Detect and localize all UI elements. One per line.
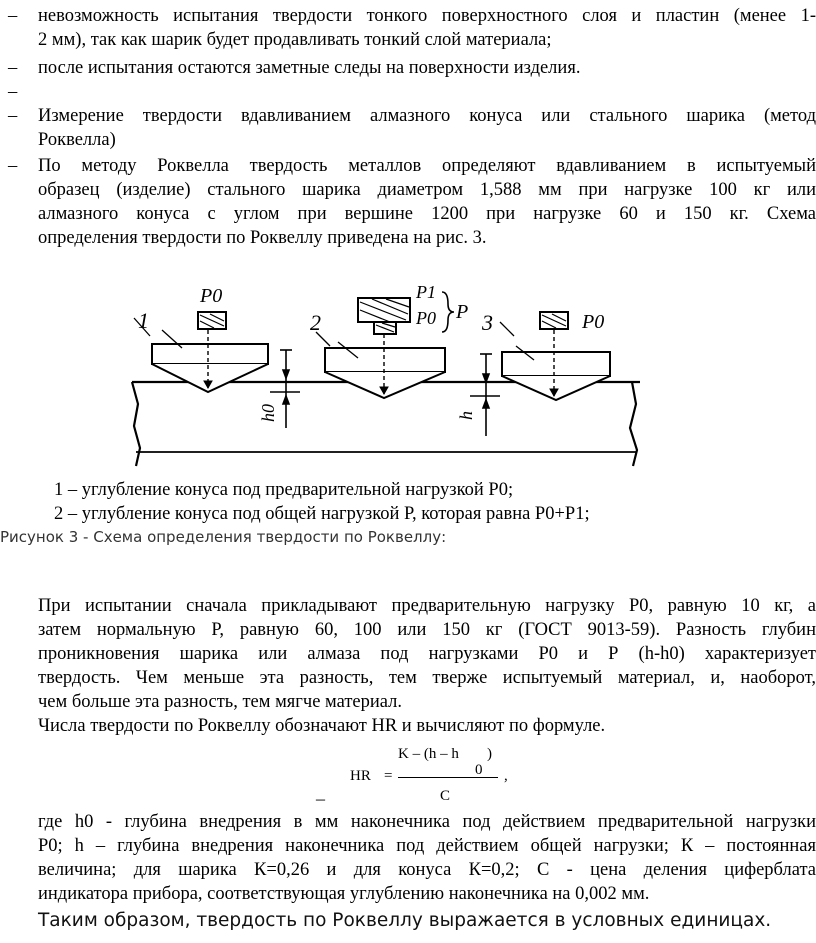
specimen-left-edge — [132, 382, 140, 466]
figure-caption: Рисунок 3 - Схема определения твердости по Роквеллу: — [0, 528, 447, 546]
formula-eq: = — [384, 768, 393, 784]
bullet-line: определения твердости по Роквеллу приведена на рис. 3. — [38, 228, 487, 248]
label-p0-2: P0 — [416, 308, 436, 328]
bullet-dash: – — [8, 82, 18, 102]
bullet-line: Измерение твердости вдавливанием алмазного конуса или стального шарика (метод — [38, 106, 816, 126]
figure-legend-2: 2 – углубление конуса под общей нагрузкой Р, которая равна Р0+Р1; — [54, 504, 590, 524]
label-p0-3: P0 — [582, 311, 605, 333]
formula-numerator-close: ) — [487, 746, 492, 762]
h-dimension — [470, 354, 500, 436]
paragraph-line: индикатора прибора, соответствующая углублению наконечника на 0,002 мм. — [38, 884, 650, 904]
label-p1: P1 — [416, 282, 436, 302]
formula-dash: _ — [316, 782, 325, 802]
fraction-bar — [398, 777, 498, 778]
bullet-dash: – — [8, 58, 18, 78]
paragraph-line: твердость. Чем меньше эта разность, тем тверже испытуемый материал, и, наоборот, — [38, 668, 816, 688]
formula-numerator: K – (h – h — [398, 746, 459, 762]
bullet-line: алмазного конуса с углом при вершине 1200 при нагрузке 60 и 150 кг. Схема — [38, 204, 816, 224]
label-2: 2 — [310, 310, 321, 335]
label-h0: h0 — [258, 404, 278, 422]
paragraph-line: где h0 - глубина внедрения в мм наконечника под действием предварительной нагрузки — [38, 812, 816, 832]
formula — [0, 740, 816, 806]
formula-subscript: 0 — [475, 762, 483, 778]
bullet-line: По методу Роквелла твердость металлов определяют вдавливанием в испытуемый — [38, 156, 816, 176]
paragraph-line: Р0; h – глубина внедрения наконечника под действием общей нагрузки; К – постоянная — [38, 836, 816, 856]
bullet-line: после испытания остаются заметные следы на поверхности изделия. — [38, 58, 581, 78]
rockwell-diagram — [120, 268, 660, 468]
bullet-dash: – — [8, 106, 18, 126]
final-sentence: Таким образом, твердость по Роквеллу выражается в условных единицах. — [38, 910, 772, 931]
label-p: P — [456, 301, 469, 323]
bullet-line: невозможность испытания твердости тонкого поверхностного слоя и пластин (менее 1- — [38, 6, 816, 26]
bullet-dash: – — [8, 6, 18, 26]
specimen-right-edge — [630, 382, 637, 466]
label-p0-1: P0 — [200, 285, 223, 307]
bullet-dash: – — [8, 156, 18, 176]
paragraph-line: затем нормальную Р, равную 60, 100 или 150 кг (ГОСТ 9013-59). Разность глубин — [38, 620, 816, 640]
formula-comma: , — [504, 768, 508, 784]
bullet-line: 2 мм), так как шарик будет продавливать тонкий слой материала; — [38, 30, 552, 50]
paragraph-line: проникновения шарика или алмаза под нагрузками Р0 и Р (h-h0) характеризует — [38, 644, 816, 664]
paragraph-line: чем больше эта разность, тем мягче материал. — [38, 692, 403, 712]
formula-denominator: C — [440, 788, 451, 804]
bullet-line: Роквелла) — [38, 130, 116, 150]
label-3: 3 — [482, 310, 493, 335]
bullet-line: образец (изделие) стального шарика диаметром 1,588 мм при нагрузке 100 кг или — [38, 180, 816, 200]
formula-lhs: HR — [350, 768, 371, 784]
paragraph-line: При испытании сначала прикладывают предварительную нагрузку Р0, равную 10 кг, а — [38, 596, 816, 616]
paragraph-line: величина; для шарика К=0,26 и для конуса К=0,2; С - цена деления циферблата — [38, 860, 816, 880]
label-1: 1 — [138, 308, 149, 333]
indenter-1 — [134, 312, 268, 392]
figure-legend-1: 1 – углубление конуса под предварительной нагрузкой Р0; — [54, 480, 514, 500]
paragraph-2: Числа твердости по Роквеллу обозначают HR и вычисляют по формуле. — [38, 716, 606, 736]
label-h: h — [456, 411, 476, 420]
